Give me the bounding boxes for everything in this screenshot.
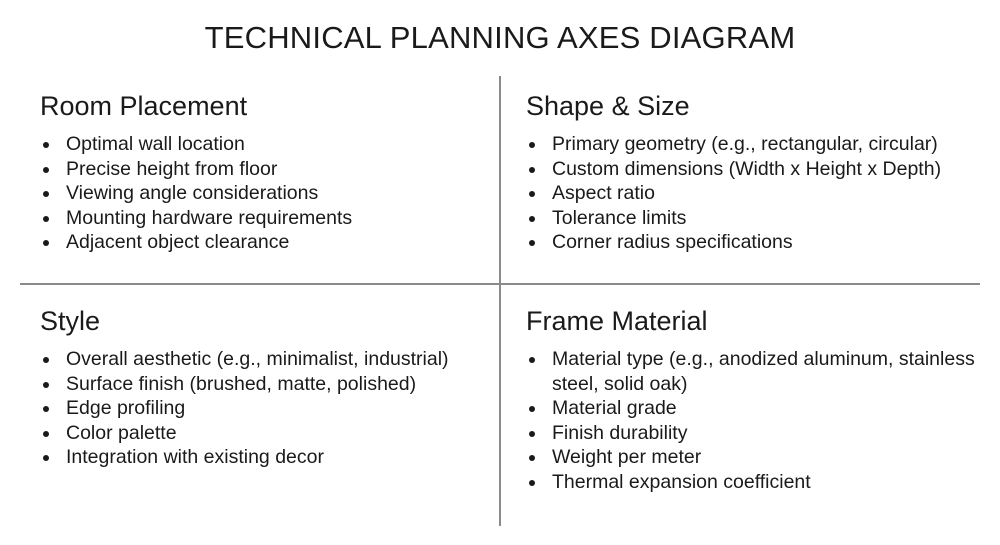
list-item: Viewing angle considerations	[40, 181, 495, 206]
quadrant-heading: Room Placement	[40, 91, 248, 121]
quadrant-list	[40, 132, 495, 255]
vertical-axis-line	[499, 76, 501, 526]
list-item: Primary geometry (e.g., rectangular, circular)	[526, 132, 986, 157]
quadrant-room-placement	[40, 88, 495, 255]
quadrant-shape-size	[526, 88, 986, 255]
quadrant-heading: Shape & Size	[526, 91, 690, 121]
list-item: Adjacent object clearance	[40, 230, 495, 255]
list-item: Thermal expansion coefficient	[526, 470, 986, 495]
list-item: Custom dimensions (Width x Height x Depth)	[526, 157, 986, 182]
list-item: Edge profiling	[40, 396, 495, 421]
diagram-title: TECHNICAL PLANNING AXES DIAGRAM	[204, 20, 796, 55]
list-item: Mounting hardware requirements	[40, 206, 495, 231]
list-item: Corner radius specifications	[526, 230, 986, 255]
quadrant-frame-material	[526, 303, 986, 495]
list-item: Material grade	[526, 396, 986, 421]
list-item: Weight per meter	[526, 445, 986, 470]
quadrant-style	[40, 303, 495, 470]
quadrant-list	[526, 132, 986, 255]
horizontal-axis-line	[20, 283, 980, 285]
list-item: Color palette	[40, 421, 495, 446]
list-item: Material type (e.g., anodized aluminum, stainless steel, solid oak)	[526, 347, 986, 396]
list-item: Optimal wall location	[40, 132, 495, 157]
list-item: Finish durability	[526, 421, 986, 446]
list-item: Precise height from floor	[40, 157, 495, 182]
list-item: Aspect ratio	[526, 181, 986, 206]
list-item: Integration with existing decor	[40, 445, 495, 470]
list-item: Overall aesthetic (e.g., minimalist, industrial)	[40, 347, 495, 372]
list-item: Tolerance limits	[526, 206, 986, 231]
list-item: Surface finish (brushed, matte, polished)	[40, 372, 495, 397]
quadrant-heading: Style	[40, 306, 101, 336]
quadrant-list	[40, 347, 495, 470]
quadrant-list	[526, 347, 986, 495]
quadrant-heading: Frame Material	[526, 306, 708, 336]
